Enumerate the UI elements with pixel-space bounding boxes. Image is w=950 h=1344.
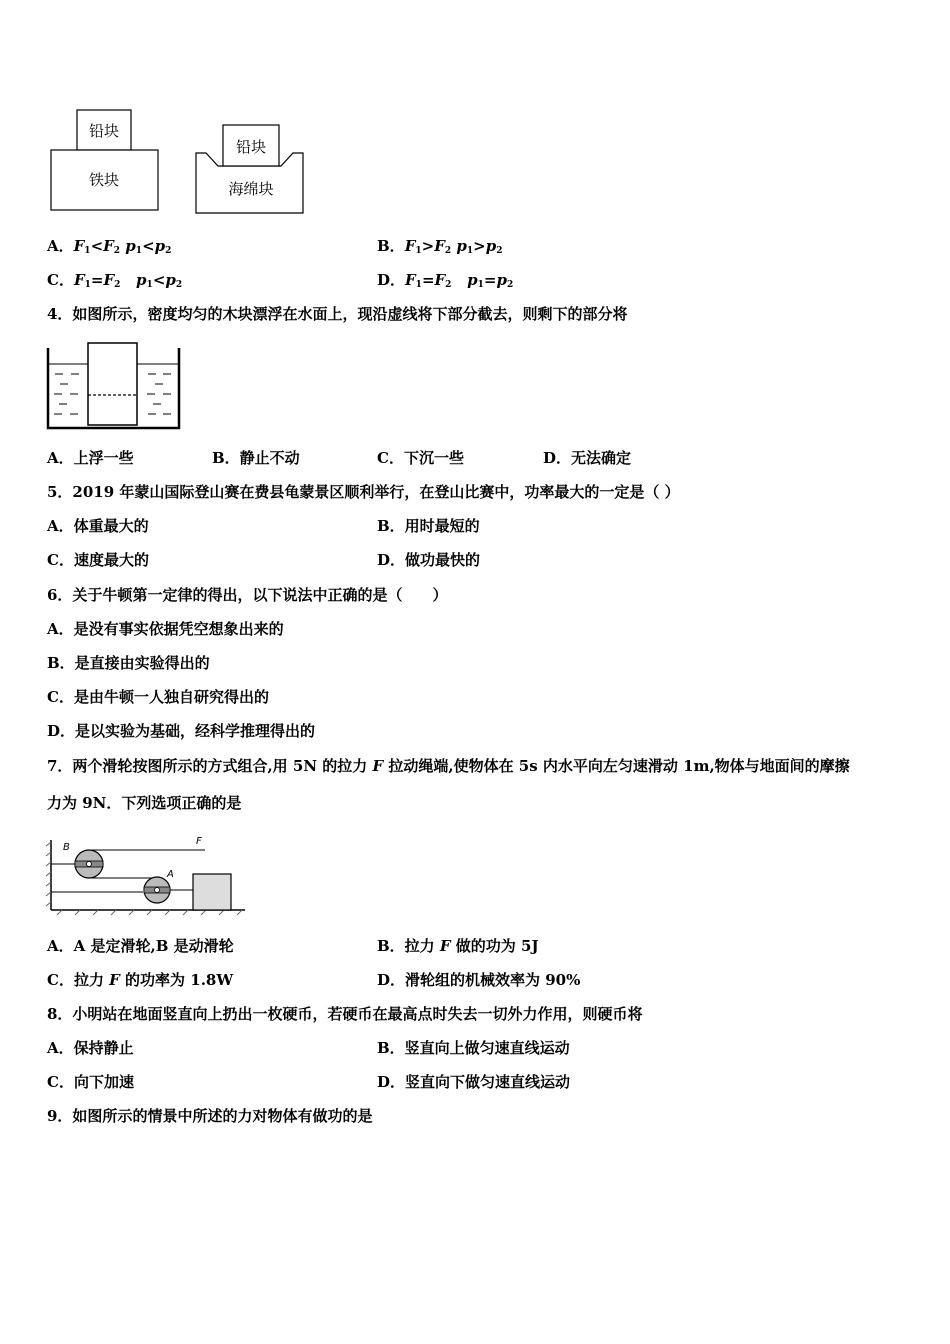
lead-block-2-label: 铅块 [235, 138, 267, 156]
object-block [193, 874, 231, 910]
iron-block-label: 铁块 [88, 171, 120, 189]
q4-option-c[interactable]: C．下沉一些 [377, 449, 464, 467]
q9-stem: 9．如图所示的情景中所述的力对物体有做功的是 [47, 1107, 373, 1125]
q3-option-b[interactable]: B．$F_1>F_2$ $p_1>p_2$ [377, 237, 503, 256]
q6-option-b[interactable]: B．是直接由实验得出的 [47, 654, 210, 672]
wooden-block [88, 343, 137, 425]
pulley-a-label: A [167, 869, 174, 880]
pulley-b-label: B [63, 842, 70, 853]
q4-option-d[interactable]: D．无法确定 [543, 449, 632, 467]
q7-option-d[interactable]: D．滑轮组的机械效率为 90% [377, 971, 581, 989]
q5-option-c[interactable]: C．速度最大的 [47, 551, 149, 569]
q8-stem: 8．小明站在地面竖直向上扔出一枚硬币，若硬币在最高点时失去一切外力作用，则硬币将 [47, 1005, 643, 1023]
figure-floating-wood [45, 340, 185, 435]
q3-option-a[interactable]: A．$F_1<F_2$ $p_1<p_2$ [47, 237, 172, 256]
q4-stem: 4．如图所示，密度均匀的木块漂浮在水面上，现沿虚线将下部分截去，则剩下的部分将 [47, 305, 628, 323]
q5-option-b[interactable]: B．用时最短的 [377, 517, 480, 535]
lead-block-1-label: 铅块 [88, 122, 120, 140]
q7-option-a[interactable]: A．A 是定滑轮,B 是动滑轮 [47, 937, 234, 955]
q6-option-d[interactable]: D．是以实验为基础，经科学推理得出的 [47, 722, 316, 740]
q7-stem-line1: 7．两个滑轮按图所示的方式组合,用 5N 的拉力 F 拉动绳端,使物体在 5s 内水平向左匀速滑动 1m,物体与地面间的摩擦 [47, 757, 850, 775]
force-f-label: F [196, 836, 202, 847]
q8-option-c[interactable]: C．向下加速 [47, 1073, 134, 1091]
q7-stem-line2: 力为 9N．下列选项正确的是 [47, 794, 242, 812]
figure-pulley-system [45, 832, 250, 917]
q8-option-b[interactable]: B．竖直向上做匀速直线运动 [377, 1039, 570, 1057]
q4-option-a[interactable]: A．上浮一些 [47, 449, 134, 467]
q3-option-d[interactable]: D．$F_1=F_2$ $p_1=p_2$ [377, 271, 514, 290]
sponge-block-label: 海绵块 [228, 180, 274, 198]
q6-option-c[interactable]: C．是由牛顿一人独自研究得出的 [47, 688, 269, 706]
q5-stem: 5．2019 年蒙山国际登山赛在费县龟蒙景区顺利举行，在登山比赛中，功率最大的一定是（ ） [47, 483, 680, 501]
q5-option-a[interactable]: A．体重最大的 [47, 517, 149, 535]
q7-option-c[interactable]: C．拉力 F 的功率为 1.8W [47, 971, 234, 989]
q5-option-d[interactable]: D．做功最快的 [377, 551, 481, 569]
q7-option-b[interactable]: B．拉力 F 做的功为 5J [377, 937, 539, 955]
figure-blocks [45, 105, 310, 220]
q6-stem: 6．关于牛顿第一定律的得出，以下说法中正确的是（ ） [47, 586, 448, 604]
q8-option-d[interactable]: D．竖直向下做匀速直线运动 [377, 1073, 571, 1091]
q8-option-a[interactable]: A．保持静止 [47, 1039, 134, 1057]
q6-option-a[interactable]: A．是没有事实依据凭空想象出来的 [47, 620, 284, 638]
q4-option-b[interactable]: B．静止不动 [212, 449, 300, 467]
q3-option-c[interactable]: C．$F_1=F_2$ $p_1<p_2$ [47, 271, 183, 290]
